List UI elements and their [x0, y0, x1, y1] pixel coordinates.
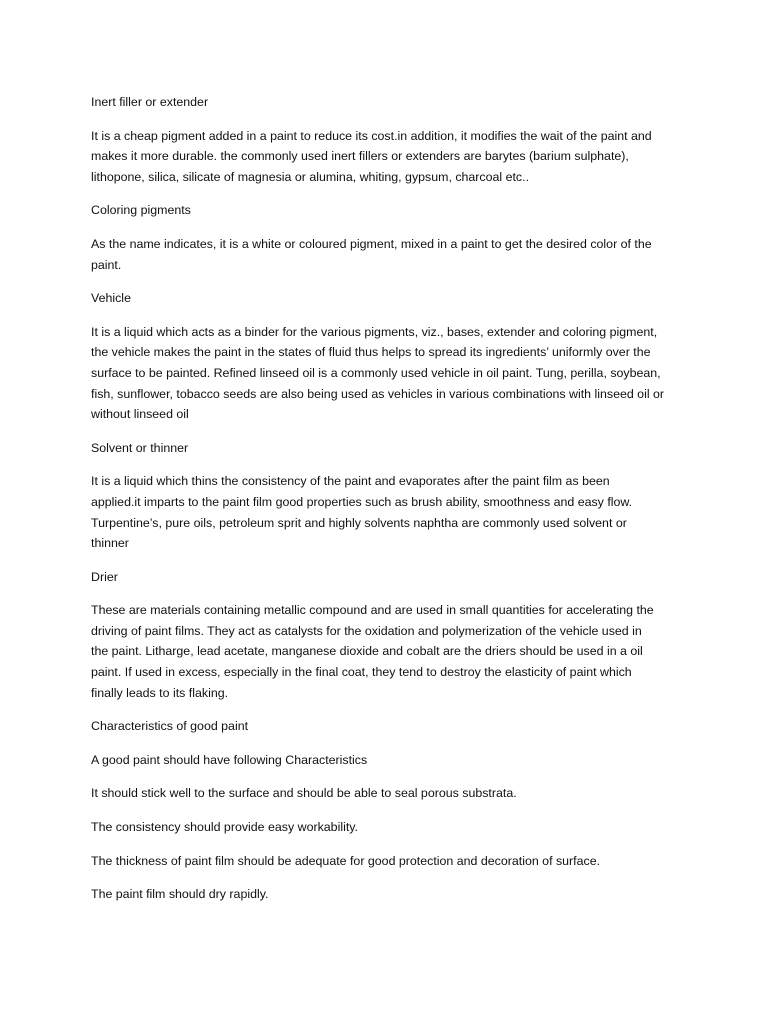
paragraph [91, 322, 691, 425]
paragraph-line: It is a cheap pigment added in a paint to reduce its cost.in addition, it modifies the wait of the paint and [91, 128, 652, 143]
paragraph-line: finally leads to its flaking. [91, 685, 229, 700]
paragraph-line: paint. If used in excess, especially in the final coat, they tend to destroy the elasticity of paint which [91, 665, 632, 680]
section-heading: Solvent or thinner [91, 440, 189, 455]
paragraph-line: thinner [91, 536, 129, 551]
section-heading: Vehicle [91, 291, 131, 306]
paragraph [91, 783, 691, 804]
paragraph-line: the paint. Litharge, lead acetate, manganese dioxide and cobalt are the driers should be used in a oil [91, 644, 643, 659]
paragraph-line: The thickness of paint film should be adequate for good protection and decoration of surface. [91, 853, 601, 868]
document-body [91, 92, 691, 918]
paragraph [91, 126, 691, 188]
paragraph [91, 600, 691, 703]
paragraph-line: The consistency should provide easy workability. [91, 820, 358, 835]
paragraph-line: makes it more durable. the commonly used inert fillers or extenders are barytes (barium sulphate), [91, 149, 629, 164]
paragraph [91, 750, 691, 771]
paragraph [91, 817, 691, 838]
paragraph [91, 471, 691, 553]
paragraph-line: It is a liquid which acts as a binder for the various pigments, viz., bases, extender and coloring pigment, [91, 324, 658, 339]
paragraph-line: applied.it imparts to the paint film good properties such as brush ability, smoothness and easy flow. [91, 494, 633, 509]
paragraph-line: As the name indicates, it is a white or coloured pigment, mixed in a paint to get the desired color of the [91, 236, 652, 251]
paragraph-line: without linseed oil [91, 407, 189, 422]
section-heading: Characteristics of good paint [91, 719, 249, 734]
paragraph-line: The paint film should dry rapidly. [91, 887, 269, 902]
section-heading: Inert filler or extender [91, 95, 209, 109]
paragraph-line: It is a liquid which thins the consistency of the paint and evaporates after the paint film as been [91, 474, 610, 489]
paragraph [91, 851, 691, 872]
paragraph-line: A good paint should have following Characteristics [91, 752, 368, 767]
paragraph-line: lithopone, silica, silicate of magnesia or alumina, whiting, gypsum, charcoal etc.. [91, 169, 530, 184]
paragraph [91, 884, 691, 905]
paragraph-line: It should stick well to the surface and should be able to seal porous substrata. [91, 786, 517, 801]
section-heading: Drier [91, 569, 118, 584]
paragraph-line: surface to be painted. Refined linseed oil is a commonly used vehicle in oil paint. Tung, perilla, soybean, [91, 365, 661, 380]
paragraph [91, 234, 691, 275]
paragraph-line: Turpentine’s, pure oils, petroleum sprit and highly solvents naphtha are commonly used solvent or [91, 515, 627, 530]
paragraph-line: paint. [91, 257, 122, 272]
section-heading: Coloring pigments [91, 203, 191, 218]
paragraph-line: driving of paint films. They act as catalysts for the oxidation and polymerization of the vehicle used in [91, 623, 642, 638]
paragraph-line: the vehicle makes the paint in the states of fluid thus helps to spread its ingredients’ uniformly over the [91, 345, 651, 360]
paragraph-line: fish, sunflower, tobacco seeds are also being used as vehicles in various combinations with linseed oil or [91, 386, 665, 401]
paragraph-line: These are materials containing metallic compound and are used in small quantities for accelerating the [91, 603, 654, 618]
